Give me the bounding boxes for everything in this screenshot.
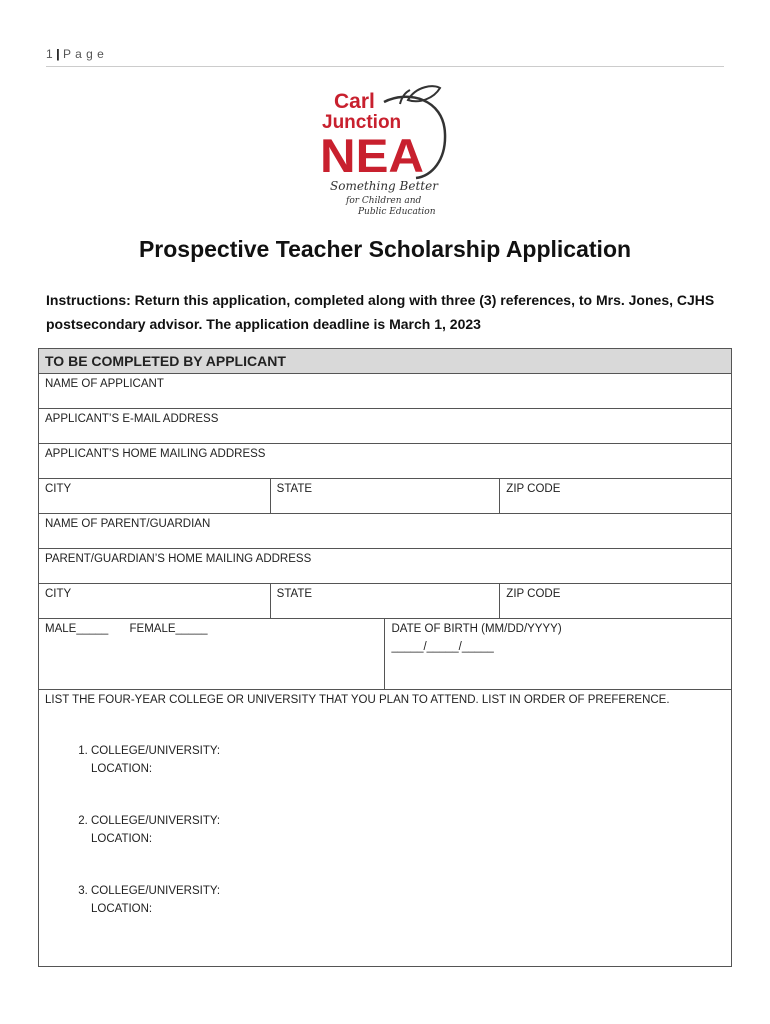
header-divider bbox=[46, 66, 724, 67]
parent-name-row bbox=[39, 514, 732, 549]
parent-state-field[interactable]: STATE bbox=[270, 584, 500, 619]
dob-field[interactable] bbox=[385, 619, 732, 690]
college-field-3[interactable]: 3. COLLEGE/UNIVERSITY: bbox=[91, 885, 221, 897]
applicant-name-field[interactable]: NAME OF APPLICANT bbox=[39, 374, 732, 409]
logo-name-line3: NEA bbox=[320, 129, 424, 182]
gender-field[interactable] bbox=[39, 619, 385, 690]
applicant-zip-field[interactable]: ZIP CODE bbox=[500, 479, 732, 514]
applicant-email-field[interactable]: APPLICANT’S E-MAIL ADDRESS bbox=[39, 409, 732, 444]
college-instruction: LIST THE FOUR-YEAR COLLEGE OR UNIVERSITY THAT YOU PLAN TO ATTEND. LIST IN ORDER OF PREFERENCE. bbox=[45, 694, 670, 706]
applicant-email-row bbox=[39, 409, 732, 444]
applicant-form bbox=[38, 348, 732, 967]
male-option[interactable]: MALE_____ bbox=[45, 623, 109, 635]
applicant-name-row bbox=[39, 374, 732, 409]
logo-tagline-3: Public Education bbox=[358, 207, 436, 217]
college-field-2[interactable]: 2. COLLEGE/UNIVERSITY: bbox=[91, 815, 221, 827]
applicant-city-row bbox=[39, 479, 732, 514]
list-item bbox=[91, 882, 725, 918]
college-list bbox=[45, 742, 725, 918]
form-section-header-row bbox=[39, 349, 732, 374]
college-field-1[interactable]: 1. COLLEGE/UNIVERSITY: bbox=[91, 745, 221, 757]
location-field-3[interactable]: LOCATION: bbox=[91, 903, 153, 915]
applicant-city-field[interactable]: CITY bbox=[39, 479, 271, 514]
logo-name-line1: Carl bbox=[334, 90, 375, 113]
parent-address-field[interactable]: PARENT/GUARDIAN’S HOME MAILING ADDRESS bbox=[39, 549, 732, 584]
page-label: P a g e bbox=[63, 47, 105, 61]
list-item bbox=[91, 742, 725, 778]
page-separator: | bbox=[56, 47, 61, 61]
location-field-1[interactable]: LOCATION: bbox=[91, 763, 153, 775]
location-field-2[interactable]: LOCATION: bbox=[91, 833, 153, 845]
page-title: Prospective Teacher Scholarship Application bbox=[138, 236, 632, 262]
dob-label: DATE OF BIRTH (MM/DD/YYYY) bbox=[391, 623, 562, 635]
logo-tagline-1: Something Better bbox=[330, 179, 438, 193]
parent-name-field[interactable]: NAME OF PARENT/GUARDIAN bbox=[39, 514, 732, 549]
parent-city-row bbox=[39, 584, 732, 619]
apple-logo-icon bbox=[312, 82, 462, 220]
carl-junction-nea-logo bbox=[312, 82, 462, 220]
logo-name-line2: Junction bbox=[322, 112, 402, 133]
instructions-text: Instructions: Return this application, completed along with three (3) references, to Mrs. Jones, CJHS postsecondary advisor. The application deadline is March 1, 2023 bbox=[46, 292, 715, 332]
logo-tagline-2: for Children and bbox=[346, 196, 422, 206]
gender-dob-row bbox=[39, 619, 732, 690]
female-option[interactable]: FEMALE_____ bbox=[129, 623, 208, 635]
college-list-cell bbox=[39, 690, 732, 967]
form-section-header: TO BE COMPLETED BY APPLICANT bbox=[39, 349, 732, 374]
page-header bbox=[46, 47, 104, 61]
parent-address-row bbox=[39, 549, 732, 584]
page-number: 1 bbox=[46, 47, 54, 61]
applicant-address-row bbox=[39, 444, 732, 479]
parent-zip-field[interactable]: ZIP CODE bbox=[500, 584, 732, 619]
dob-blank[interactable]: _____/_____/_____ bbox=[391, 641, 494, 653]
applicant-address-field[interactable]: APPLICANT’S HOME MAILING ADDRESS bbox=[39, 444, 732, 479]
college-list-row bbox=[39, 690, 732, 967]
parent-city-field[interactable]: CITY bbox=[39, 584, 271, 619]
applicant-state-field[interactable]: STATE bbox=[270, 479, 500, 514]
list-item bbox=[91, 812, 725, 848]
